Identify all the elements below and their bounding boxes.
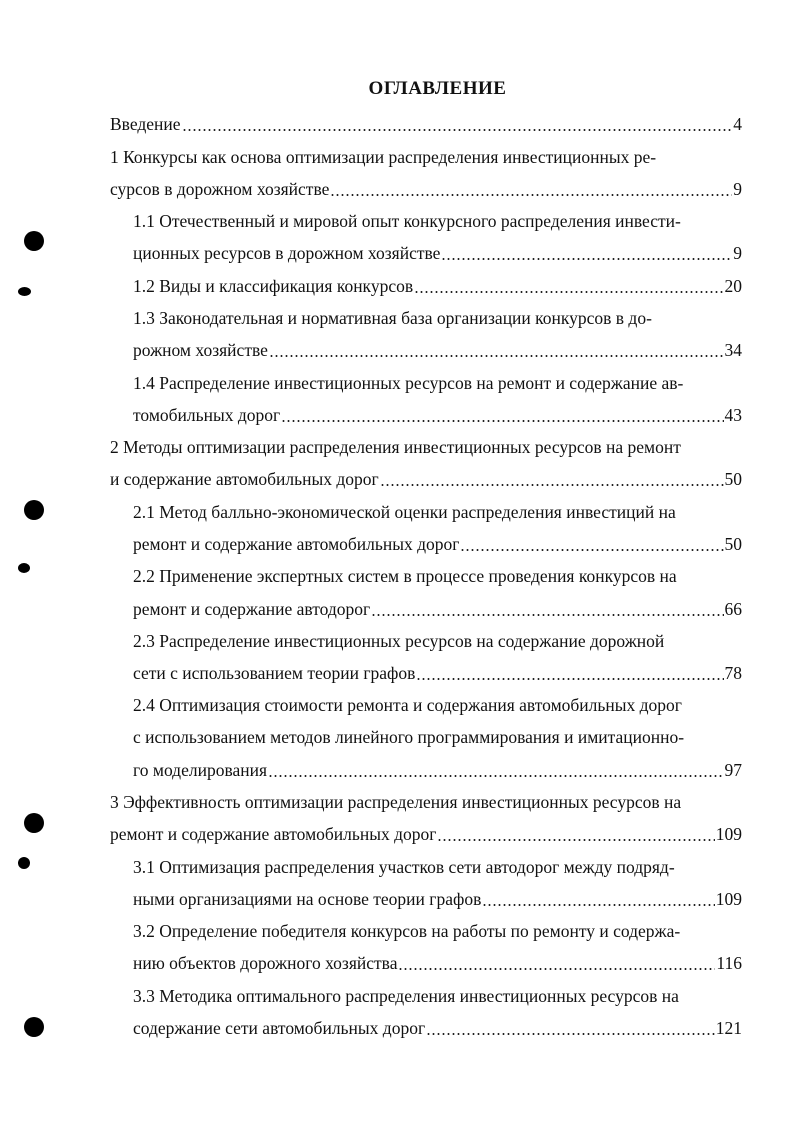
page-title: ОГЛАВЛЕНИЕ [368,78,507,99]
punch-hole-mark [24,1017,44,1037]
toc-page-number: 66 [724,599,742,619]
toc-entry-line [133,920,742,942]
toc-entry-line [133,888,742,910]
toc-entry-line [133,275,742,297]
dot-leader [437,823,714,845]
toc-entry-text: сети с использованием теории графов [133,663,416,683]
toc-entry-line [133,630,742,652]
dot-leader [268,759,723,781]
toc-entry-text: и содержание автомобильных дорог [110,469,379,489]
toc-entry-line [110,823,742,845]
dot-leader [441,242,732,264]
toc-entry-text: 2.4 Оптимизация стоимости ремонта и содержания автомобильных дорог [133,695,682,715]
dot-leader [380,468,724,490]
toc-page-number: 34 [724,340,742,360]
toc-entry-text: Введение [110,114,181,134]
toc-entry-text: 2.3 Распределение инвестиционных ресурсов на содержание дорожной [133,631,665,651]
dot-leader [414,275,723,297]
toc-entry-line [133,952,742,974]
toc-entry-text: 3.1 Оптимизация распределения участков сети автодорог между подряд- [133,857,675,877]
toc-entry-line [133,662,742,684]
toc-entry-text: 2.2 Применение экспертных систем в процессе проведения конкурсов на [133,566,677,586]
toc-entry-text: 2 Методы оптимизации распределения инвестиционных ресурсов на ремонт [110,437,681,457]
toc-entry-line [133,759,742,781]
toc-entry-text: ремонт и содержание автодорог [133,599,371,619]
dot-leader [426,1017,715,1039]
toc-entry-line [110,113,742,135]
toc-entry-text: 2.1 Метод балльно-экономической оценки распределения инвестиций на [133,502,676,522]
toc-entry-line [133,501,742,523]
dot-leader [281,404,723,426]
toc-entry-text: рожном хозяйстве [133,340,268,360]
toc-entry-text: нию объектов дорожного хозяйства [133,953,398,973]
toc-entry-text: 1.4 Распределение инвестиционных ресурсов на ремонт и содержание ав- [133,373,684,393]
punch-hole-mark [24,813,44,833]
punch-hole-mark [24,231,44,251]
toc-entry-line [133,1017,742,1039]
toc-entry-text: 1.1 Отечественный и мировой опыт конкурсного распределения инвести- [133,211,681,231]
toc-page-number: 4 [733,114,742,134]
toc-entry-text: ными организациями на основе теории графов [133,889,482,909]
punch-hole-mark [24,500,44,520]
toc-page-number: 9 [733,179,742,199]
toc-entry-text: томобильных дорог [133,405,281,425]
toc-page-number: 116 [716,953,742,973]
toc-entry-line [133,565,742,587]
toc-entry-text: содержание сети автомобильных дорог [133,1018,426,1038]
toc-entry-line [133,533,742,555]
toc-entry-line [133,694,742,716]
toc-entry-text: го моделирования [133,760,268,780]
toc-page-number: 78 [724,663,742,683]
punch-hole-mark [18,287,31,296]
toc-page-number: 121 [715,1018,742,1038]
toc-entry-line [110,178,742,200]
toc-entry-text: с использованием методов линейного программирования и имитационно- [133,727,685,747]
toc-entry-line [110,791,742,813]
dot-leader [182,113,733,135]
toc-entry-line [110,436,742,458]
toc-entry-line [110,146,742,168]
toc-page-number: 50 [724,469,742,489]
toc-page-number: 109 [715,824,742,844]
dot-leader [330,178,732,200]
toc-entry-line [133,339,742,361]
toc-entry-text: 1.3 Законодательная и нормативная база организации конкурсов в до- [133,308,652,328]
toc-entry-line [133,856,742,878]
toc-page-number: 109 [715,889,742,909]
dot-leader [482,888,714,910]
toc-entry-text: 1.2 Виды и классификация конкурсов [133,276,414,296]
toc-entry-line [110,468,742,490]
toc-page-number: 20 [724,276,742,296]
toc-entry-text: 3.3 Методика оптимального распределения инвестиционных ресурсов на [133,986,679,1006]
punch-hole-mark [18,857,30,869]
toc-page-number: 43 [724,405,742,425]
toc-entry-line [133,372,742,394]
toc-entry-line [133,985,742,1007]
toc-entry-text: 1 Конкурсы как основа оптимизации распределения инвестиционных ре- [110,147,657,167]
dot-leader [269,339,724,361]
toc-entry-line [133,404,742,426]
dot-leader [460,533,723,555]
toc-page-number: 50 [724,534,742,554]
dot-leader [371,598,723,620]
toc-entry-text: ремонт и содержание автомобильных дорог [133,534,460,554]
toc-entry-text: 3.2 Определение победителя конкурсов на работы по ремонту и содержа- [133,921,681,941]
toc-entry-text: 3 Эффективность оптимизации распределения инвестиционных ресурсов на [110,792,682,812]
toc-entry-line [133,598,742,620]
toc-entry-text: сурсов в дорожном хозяйстве [110,179,330,199]
toc-entry-line [133,242,742,264]
toc-page-number: 97 [724,760,742,780]
toc-page-number: 9 [733,243,742,263]
toc-entry-line [133,726,742,748]
toc-entry-text: ционных ресурсов в дорожном хозяйстве [133,243,441,263]
toc-entry-text: ремонт и содержание автомобильных дорог [110,824,437,844]
toc-entry-line [133,210,742,232]
toc-entry-line [133,307,742,329]
punch-hole-mark [18,563,30,573]
dot-leader [398,952,715,974]
dot-leader [416,662,723,684]
